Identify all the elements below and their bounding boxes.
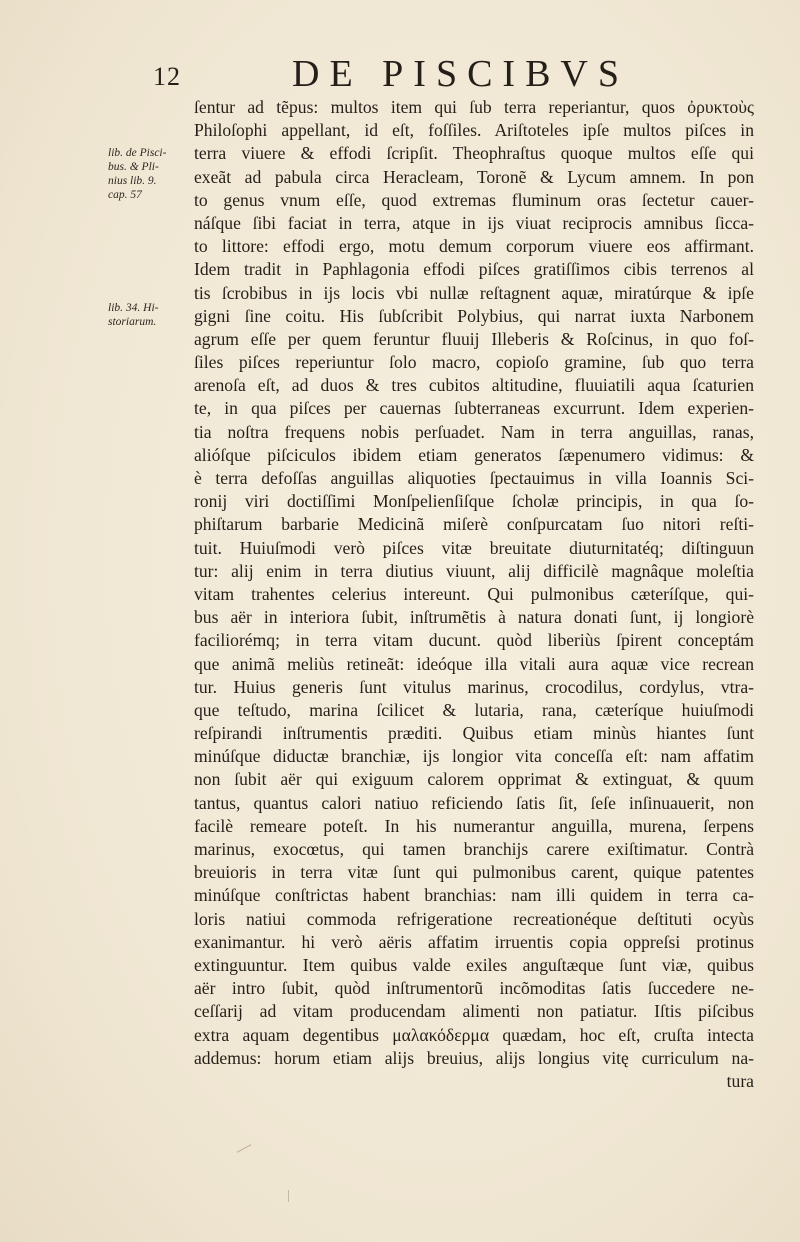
text-line: to genus vnum eſſe, quod extremas fluminum oras ſectetur cauer- — [194, 189, 754, 210]
margin-note — [108, 301, 186, 329]
text-line: tia noſtra frequens nobis perſuadet. Nam in terra anguillas, ranas, — [194, 421, 754, 442]
text-line: loris natiui commoda refrigeratione recreationéque deſtituti ocyùs — [194, 908, 754, 929]
text-line: agrum eſſe per quem feruntur fluuij Illeberis & Roſcinus, in quo foſ- — [194, 328, 754, 349]
margin-note-line: lib. 34. Hi- — [108, 302, 159, 314]
text-line: terra viuere & effodi ſcripſit. Theophraſtus quoque multos eſſe qui — [194, 143, 754, 164]
text-line: gigni ſine coitu. His ſubſcribit Polybius, qui narrat iuxta Narbonem — [194, 305, 754, 326]
text-line: extra aquam degentibus μαλακόδερμα quædam, hoc eſt, cruſta intecta — [194, 1024, 754, 1045]
text-line: que teſtudo, marina ſcilicet & lutaria, rana, cæteríque huiuſmodi — [194, 699, 754, 720]
text-line: ronij viri doctiſſimi Monſpelienſiſque ſcholæ principis, in qua ſo- — [194, 491, 754, 512]
ink-mark — [237, 1144, 252, 1152]
text-line: reſpirandi inſtrumentis præditi. Quibus etiam minùs hiantes ſunt — [194, 723, 754, 744]
text-line: marinus, exocœtus, qui tamen branchijs carere exiſtimatur. Contrà — [194, 839, 754, 859]
text-line: ceſſarij ad vitam producendam alimenti non patiatur. Iſtis piſcibus — [194, 1001, 754, 1022]
text-line: tuit. Huiuſmodi verò piſces vitæ breuitate diuturnitatéq; diſtinguun — [194, 537, 754, 558]
text-line: to littore: effodi ergo, motu demum corporum viuere eos affirmant. — [194, 236, 754, 257]
text-line: tura — [726, 1070, 754, 1091]
margin-note-line: cap. 57 — [108, 189, 142, 201]
text-line: vitam trahentes celerius intereunt. Qui pulmonibus cæteríſque, qui- — [194, 583, 754, 604]
text-line: tur: alij enim in terra diutius viuunt, alij difficilè magnâque moleſtia — [194, 560, 754, 581]
text-line: aër intro ſubit, quòd inſtrumentorũ incõmoditas ſatis ſuccedere ne- — [194, 978, 754, 999]
text-line: minúſque conſtrictas habent branchias: nam illi quidem in terra ca- — [194, 885, 754, 906]
text-line: Idem tradit in Paphlagonia effodi piſces gratiſſimos cibis terrenos al — [194, 259, 754, 280]
text-line: facilè remeare poteſt. In his numerantur anguilla, murena, ſerpens — [194, 815, 754, 836]
text-line: ſiles piſces reperiuntur ſolo macro, copioſo gramine, ſub quo terra — [194, 352, 754, 373]
text-line: náſque ſibi faciat in terra, atque in ijs viuat reciprocis amnibus ſicca- — [194, 212, 754, 233]
text-line: tur. Huius generis ſunt vitulus marinus, crocodilus, cordylus, vtra- — [194, 676, 754, 697]
text-line: exanimantur. hi verò aëris affatim irruentis copia oppreſsi protinus — [194, 931, 754, 952]
ink-mark — [288, 1190, 289, 1202]
margin-note-line: bus. & Pli- — [108, 161, 159, 173]
margin-note — [108, 146, 186, 202]
text-line: faciliorémq; in terra vitam ducunt. quòd liberiùs ſpirent conceptám — [194, 630, 754, 651]
text-line: Philoſophi appellant, id eſt, foſſiles. Ariſtoteles ipſe multos piſces in — [194, 120, 754, 141]
text-line: bus aër in interiora ſubit, inſtrumẽtis à natura donati ſunt, ij longiorè — [194, 607, 754, 628]
text-line: tis ſcrobibus in ijs locis vbi nullæ reſtagnent aquæ, miratúrque & ipſe — [194, 282, 754, 303]
margin-note-line: lib. de Pisci- — [108, 147, 167, 159]
text-line: ſentur ad tẽpus: multos item qui ſub terra reperiantur, quos ὀρυκτοὺς — [194, 97, 754, 117]
text-line: arenoſa eſt, ad duos & tres cubitos altitudine, fluuiatili aqua ſcaturien — [194, 375, 754, 396]
text-line: phiſtarum barbarie Medicinã miſerè conſpurcatam ſuo nitori reſti- — [194, 514, 754, 535]
margin-note-line: nius lib. 9. — [108, 175, 157, 187]
running-head: DE PISCIBVS — [292, 53, 629, 95]
text-line: exeãt ad pabula circa Heracleam, Toronẽ & Lycum amnem. In pon — [194, 166, 754, 187]
text-line: minúſque diductæ branchiæ, ijs longior vita conceſſa eſt: nam affatim — [194, 746, 754, 767]
margin-note-line: storiarum. — [108, 316, 157, 328]
text-line: è terra defoſſas anguillas aliquoties ſpectauimus in villa Ioannis Sci- — [194, 468, 754, 488]
text-line: tantus, quantus calori natiuo reficiendo ſatis ſit, ſeſe inſinuauerit, non — [194, 792, 754, 813]
body-text — [194, 96, 754, 1093]
text-line: non ſubit aër qui exiguum calorem opprimat & extinguat, & quum — [194, 769, 754, 790]
text-line: te, in qua piſces per cauernas ſubterraneas excurrunt. Idem experien- — [194, 398, 754, 419]
text-line: alióſque piſciculos ibidem etiam generatos ſæpenumero vidimus: & — [194, 444, 754, 465]
text-line: que animã meliùs retineãt: ideóque illa vitali aura aquæ vice recrean — [194, 653, 754, 674]
text-line: extinguuntur. Item quibus valde exiles anguſtæque ſunt viæ, quibus — [194, 954, 754, 975]
text-line: addemus: horum etiam alijs breuius, alijs longius vitę curriculum na- — [194, 1047, 754, 1068]
page-number: 12 — [153, 62, 181, 91]
text-line: breuioris in terra vitæ ſunt qui pulmonibus carent, quique patentes — [194, 862, 754, 883]
